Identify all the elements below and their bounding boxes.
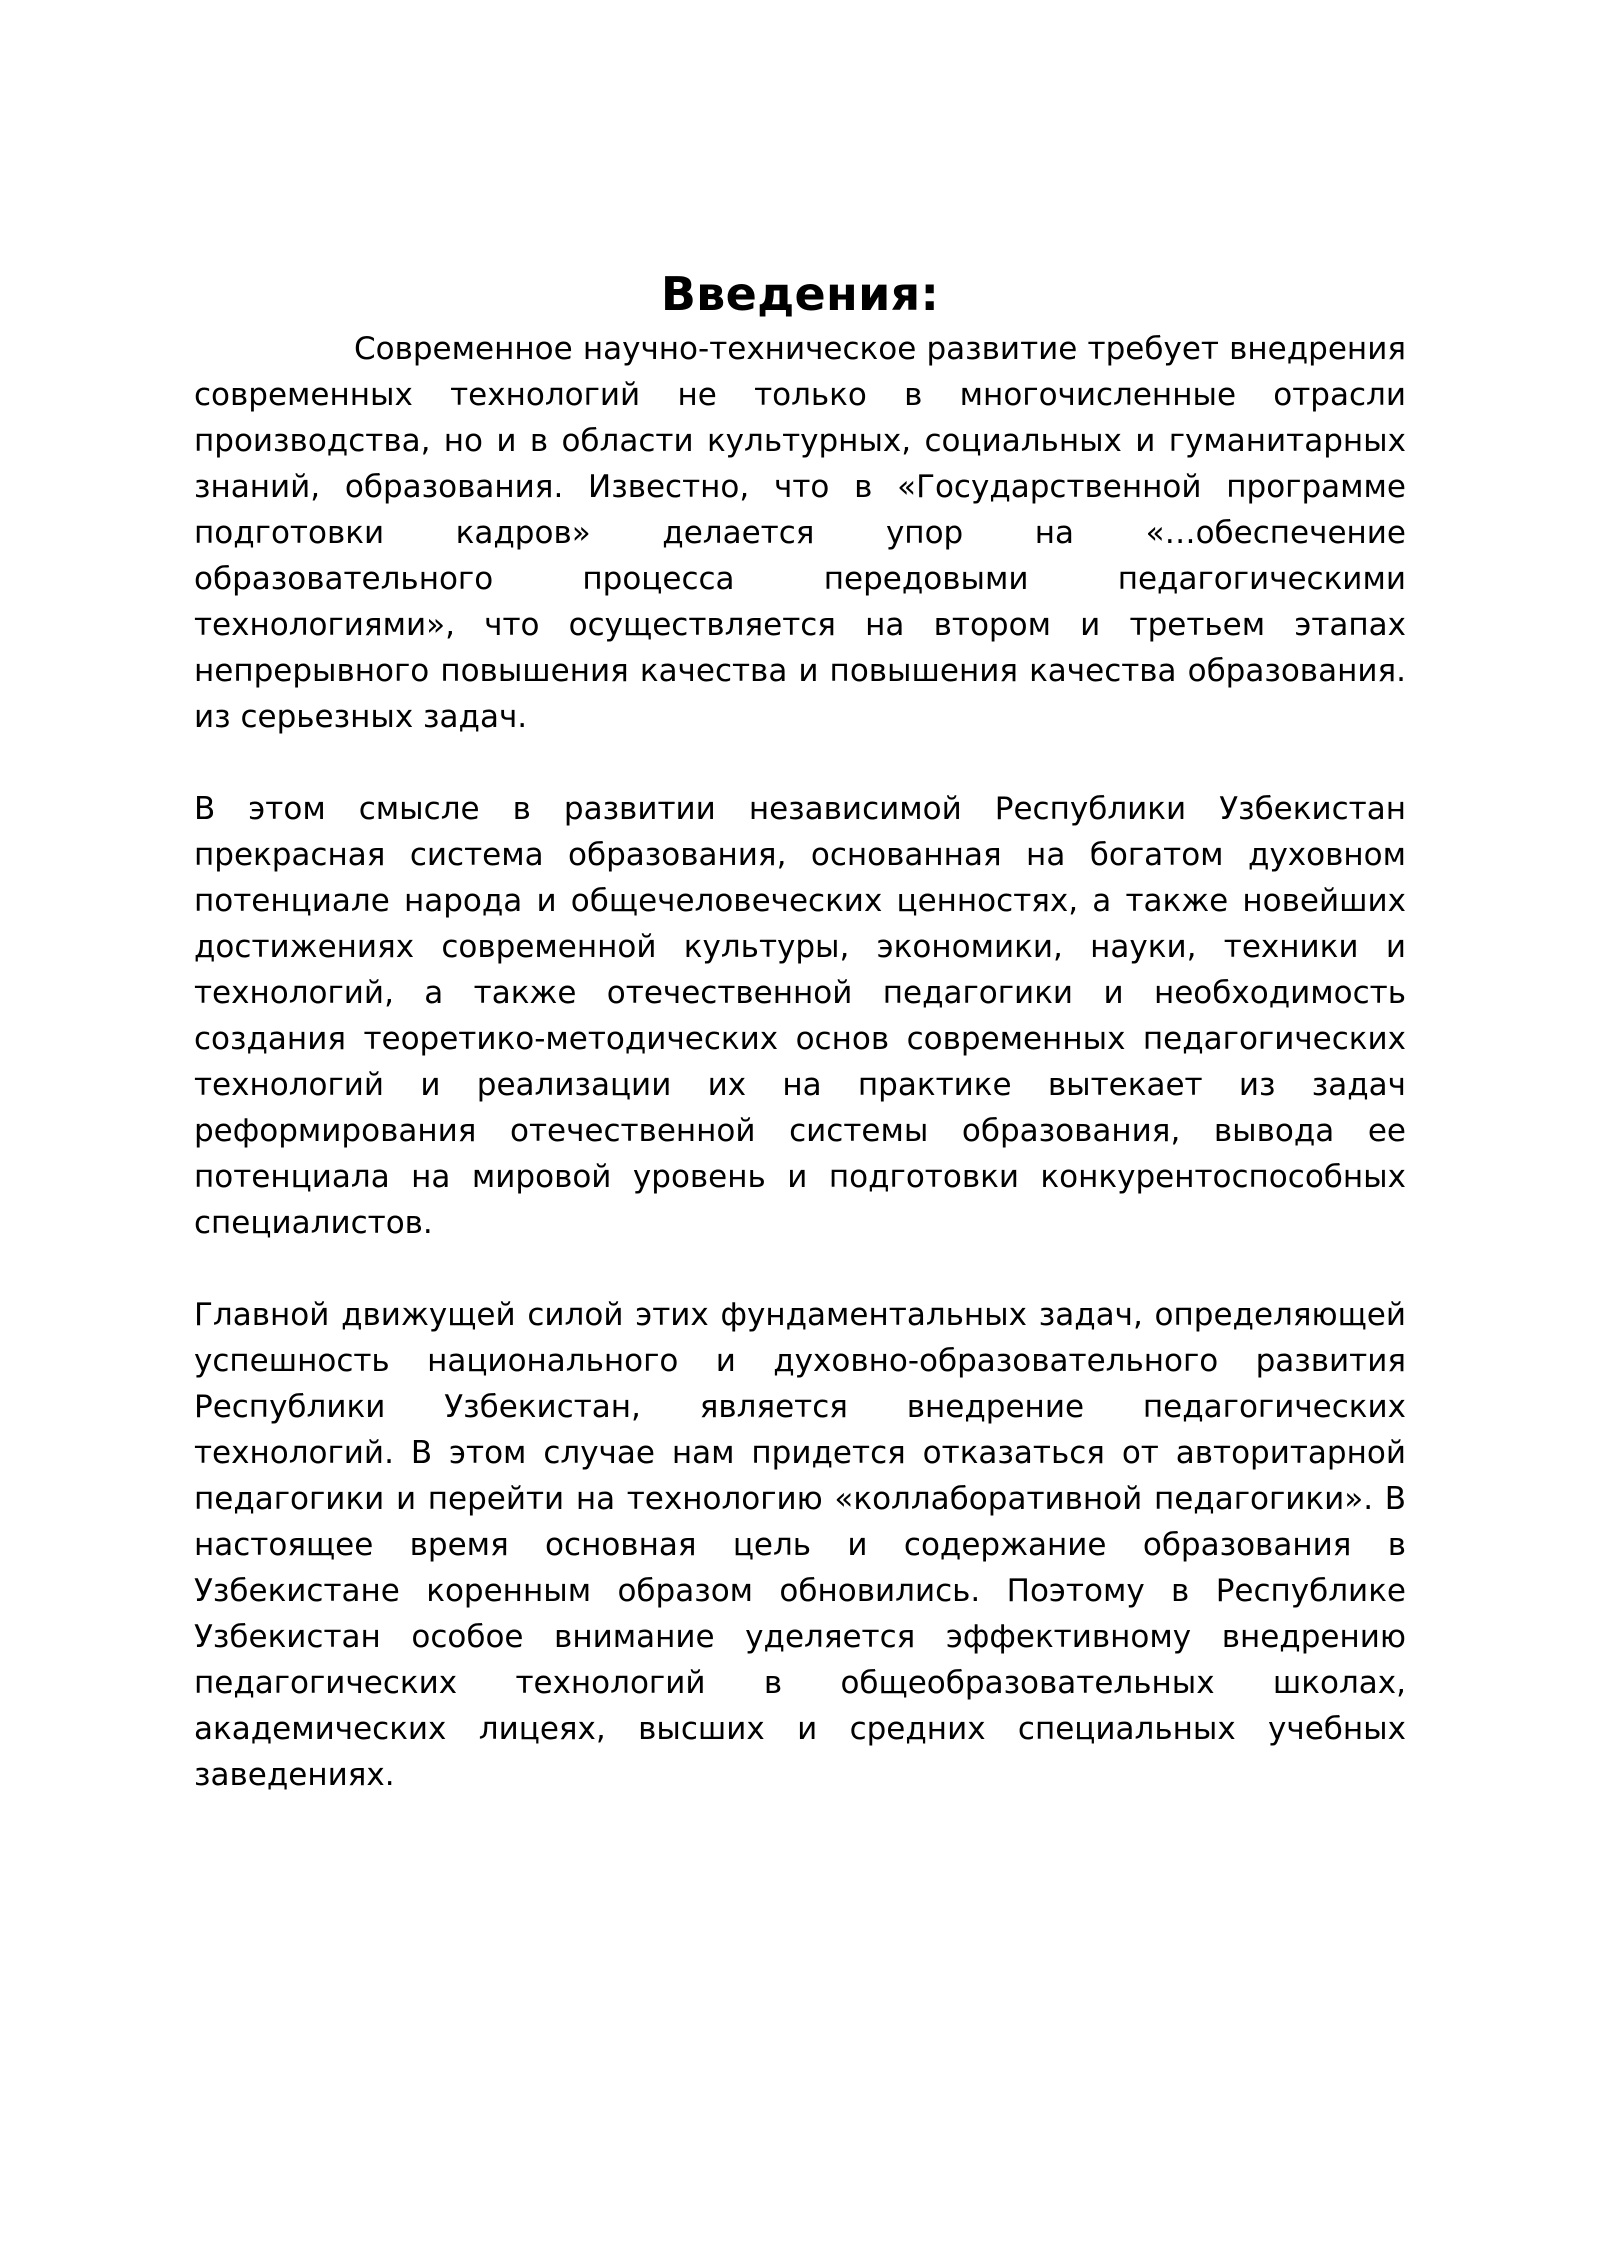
paragraph-2: В этом смысле в развитии независимой Республики Узбекистан прекрасная система образования, основанная на богатом духовном потенциале народа и общечеловеческих ценностях, а также новейших достижениях современной культуры, экономики, науки, техники и технологий, а также отечественной педагогики и необходимость создания теоретико-методических основ современных педагогических технологий и реализации их на практике вытекает из задач реформирования отечественной системы образования, вывода ее потенциала на мировой уровень и подготовки конкурентоспособных специалистов. (194, 791, 1406, 1241)
paragraph-3: Главной движущей силой этих фундаментальных задач, определяющей успешность национального и духовно-образовательного развития Республики Узбекистан, является внедрение педагогических технологий. В этом случае нам придется отказаться от авторитарной педагогики и перейти на технологию «коллаборативной педагогики». В настоящее время основная цель и содержание образования в Узбекистане коренным образом обновились. Поэтому в Республике Узбекистан особое внимание уделяется эффективному внедрению педагогических технологий в общеобразовательных школах, академических лицеях, высших и средних специальных учебных заведениях. (194, 1297, 1406, 1793)
paragraph-1: Современное научно-техническое развитие требует внедрения современных технологий не только в многочисленные отрасли производства, но и в области культурных, социальных и гуманитарных знаний, образования. Известно, что в «Государственной программе подготовки кадров» делается упор на «…обеспечение образовательного процесса передовыми педагогическими технологиями», что осуществляется на втором и третьем этапах непрерывного повышения качества и повышения качества образования. из серьезных задач. (194, 331, 1406, 735)
document-body (194, 262, 1406, 1798)
page-title: Введения: (660, 267, 940, 321)
